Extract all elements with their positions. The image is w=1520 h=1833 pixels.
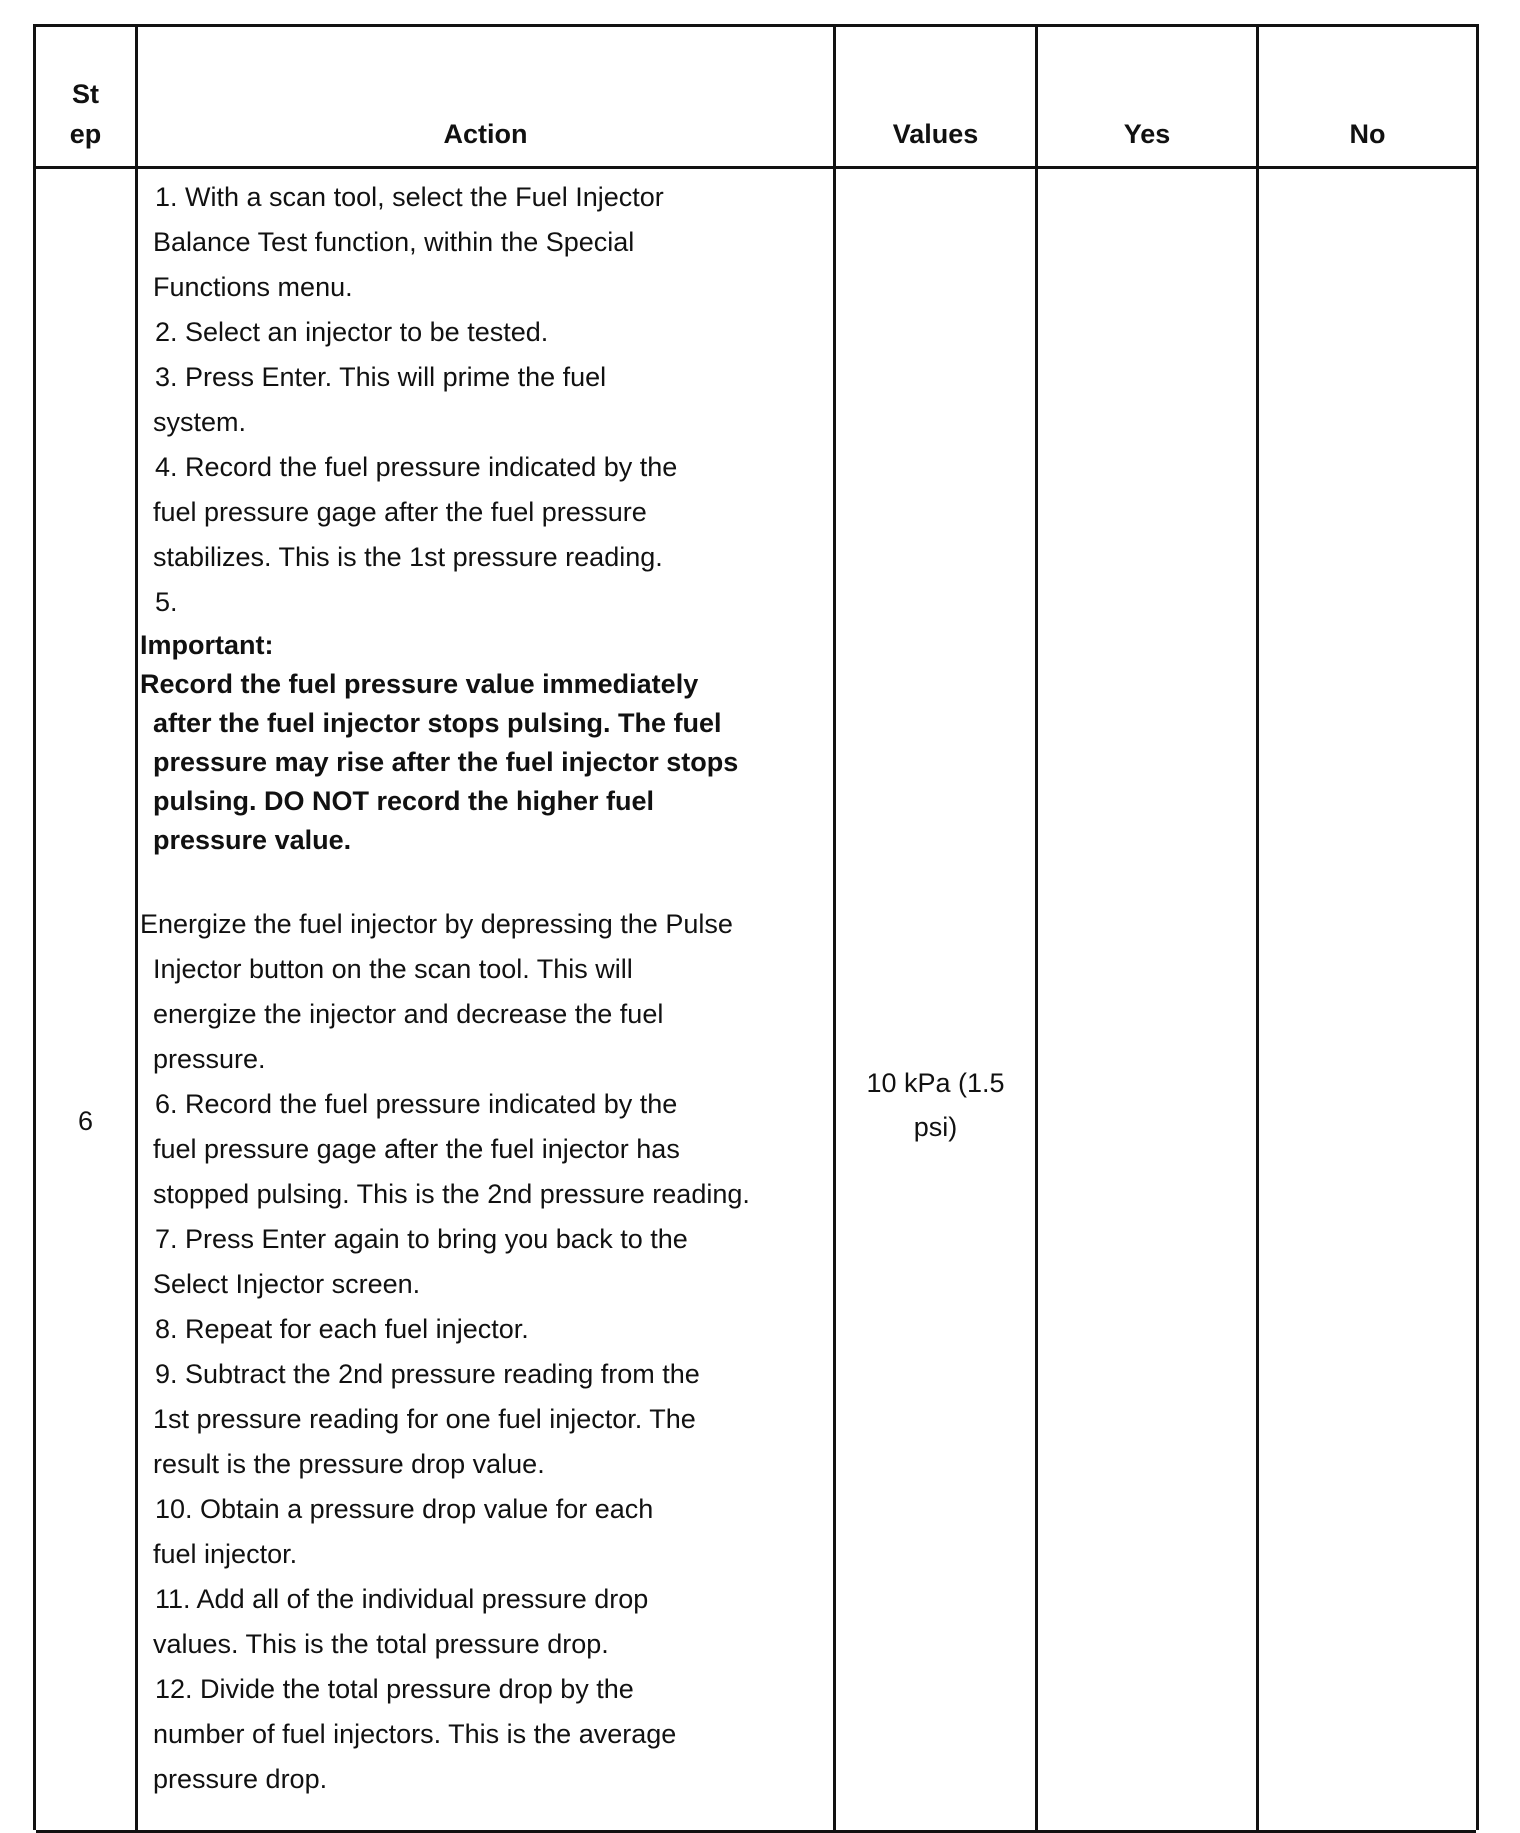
action-line: 1. With a scan tool, select the Fuel Injector (155, 182, 664, 212)
header-yes-cell (1038, 27, 1259, 166)
action-line: 10. Obtain a pressure drop value for each (155, 1494, 654, 1524)
action-line: 4. Record the fuel pressure indicated by the (155, 452, 678, 482)
header-yes: Yes (1123, 119, 1171, 149)
action-line: 5. (155, 587, 178, 617)
values-line: psi) (913, 1112, 958, 1142)
header-step: St ep (69, 79, 102, 149)
action-line: pressure. (153, 1044, 266, 1074)
values-line: 10 kPa (1.5 (866, 1068, 1005, 1098)
step-cell (36, 169, 138, 1830)
important-line: after the fuel injector stops pulsing. The fuel (153, 708, 722, 738)
action-line: 2. Select an injector to be tested. (155, 317, 549, 347)
action-line: pressure drop. (153, 1764, 328, 1794)
header-values-cell (836, 27, 1038, 166)
important-line: pulsing. DO NOT record the higher fuel (153, 786, 655, 816)
action-line: fuel injector. (153, 1539, 298, 1569)
diagnostic-table (33, 24, 1479, 1830)
action-line: Balance Test function, within the Special (153, 227, 635, 257)
action-line: Functions menu. (153, 272, 353, 302)
action-line: 1st pressure reading for one fuel injector. The (153, 1404, 696, 1434)
header-action: Action (443, 119, 528, 149)
header-values: Values (892, 119, 979, 149)
action-line: 8. Repeat for each fuel injector. (155, 1314, 529, 1344)
action-line: energize the injector and decrease the fuel (153, 999, 664, 1029)
header-no: No (1349, 119, 1386, 149)
action-line: number of fuel injectors. This is the average (153, 1719, 677, 1749)
values-cell (836, 169, 1038, 1830)
action-line: 7. Press Enter again to bring you back to the (155, 1224, 688, 1254)
no-cell (1259, 169, 1476, 1830)
action-line: result is the pressure drop value. (153, 1449, 545, 1479)
yes-cell (1038, 169, 1259, 1830)
header-action-cell (138, 27, 836, 166)
important-line: pressure value. (153, 825, 352, 855)
action-cell (138, 169, 836, 1830)
action-line: system. (153, 407, 247, 437)
table-header-row (36, 27, 1476, 169)
action-line: 11. Add all of the individual pressure drop (155, 1584, 649, 1614)
header-no-cell (1259, 27, 1476, 166)
action-line: 9. Subtract the 2nd pressure reading from the (155, 1359, 700, 1389)
step-number: 6 (77, 1106, 94, 1136)
values-text (836, 1061, 1035, 1149)
action-line: 6. Record the fuel pressure indicated by the (155, 1089, 678, 1119)
action-line: fuel pressure gage after the fuel pressure (153, 497, 647, 527)
action-line: 12. Divide the total pressure drop by the (155, 1674, 634, 1704)
important-line: pressure may rise after the fuel injector stops (153, 747, 739, 777)
action-line: 3. Press Enter. This will prime the fuel (155, 362, 607, 392)
action-line: Energize the fuel injector by depressing the Pulse (140, 909, 733, 939)
action-line: values. This is the total pressure drop. (153, 1629, 609, 1659)
header-step-cell (36, 27, 138, 166)
action-line: stabilizes. This is the 1st pressure reading. (153, 542, 663, 572)
action-line: stopped pulsing. This is the 2nd pressure reading. (153, 1179, 750, 1209)
action-line: Select Injector screen. (153, 1269, 421, 1299)
important-label: Important: (140, 630, 274, 660)
important-line: Record the fuel pressure value immediately (140, 669, 699, 699)
action-line: fuel pressure gage after the fuel injector has (153, 1134, 680, 1164)
action-line: Injector button on the scan tool. This will (153, 954, 633, 984)
table-row-step-6 (36, 169, 1476, 1833)
